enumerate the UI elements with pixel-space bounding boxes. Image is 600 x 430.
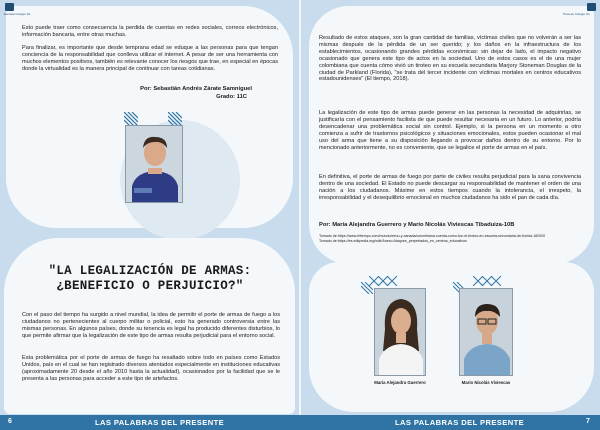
author-photo-1 [374,288,426,376]
intro-paragraph-1: Esto puede traer como consecuencia la perdida de cuentas en redes sociales, correos electrónicos, información bancaria, entre otras muchas. [22,25,278,38]
pattern-icon [361,282,373,294]
photo-caption-1: María Alejandra Guerrero [374,380,426,385]
headline-line-2: ¿BENEFICIO O PERJUICIO?" [56,279,244,293]
footer-title-left: LAS PALABRAS DEL PRESENTE [95,418,225,427]
right-paragraph-3: En definitiva, el porte de armas de fuego por parte de civiles resulta perjudicial para la sana convivencia dentro de una sociedad. El Estado no puede descargar su responsabilidad de mantener el orden de una nación a los ciudadanos. Máxime en estos tiempos cuando la intolerancia, el irrespeto, la irresponsabilidad y el desequilibrio emocional en muchos ciudadanos ha sido el pan de cada día. [319,174,581,201]
left-page [0,0,299,415]
photo-caption-2: Mario Nicolás Viviescas [461,380,511,385]
school-logo-icon [587,3,596,11]
school-logo-text: Escuela Colegio JG [4,12,31,16]
source-1: Tomado de:https://www.eltiempo.com/mundo/eeuu-y-canada/colombiana-cuenta-como-fue-el-tiroteo-en-escuela-secundaria-de-florida-182000 [319,234,546,238]
right-page [301,0,600,415]
intro-paragraph-2: Para finalizar, es importante que desde temprana edad se eduque a las personas para que tengan conciencia de la responsabilidad que conlleva utilizar el internet. A pesar de ser una herramienta con muchos elementos positivos, también es relevante conocer los riesgos que trae, en especial en épocas donde la virtualidad es la manera principal de continuar con tareas cotidianas. [22,45,278,72]
author-line: Por: Sebastián Andrés Zárate Samniguel [140,86,252,92]
pattern-icon [168,112,182,126]
authors-line: Por: María Alejandra Guerrero y Mario Nicolás Viviescas Tibaduiza-10B [319,222,515,228]
school-logo-text: Proceso Colegio JG [563,12,590,16]
footer-title-right: LAS PALABRAS DEL PRESENTE [395,418,525,427]
article-paragraph-2: Esta problemática por el porte de armas de fuego ha resaltado sobre todo en países como Estados Unidos, país en el cual se han registrado diversos atentados especialmente en instituciones educativas (aproximadamente 20 desde el año 2010 hasta la actualidad), ocasionados por la facilidad que se le presenta a las personas para acceder a este tipo de artefactos. [22,355,280,382]
sources [319,234,581,243]
page-number-left: 6 [8,418,12,425]
pattern-icon [369,276,397,286]
source-2: Tomado de:https://es.wikipedia.org/wiki/Anexo:Ataques_perpetrados_en_centros_educativos [319,238,467,243]
grade-line: Grado: 11C [216,94,247,100]
pattern-icon [124,112,138,126]
right-paragraph-1: Resultado de estos ataques, son la gran cantidad de familias, víctimas civiles que no volverán a ser las mismas después de la pérdida de un ser querido; y los daños en la infraestructura de los establecimientos, ocasionando grandes pérdidas económicas: sin dejar de lado, el impacto negativo ocasionado que genera este tipo de actos en la sociedad. Uno de estos casos es el de una mujer colombiana que cuenta cómo vivió un tiroteo en su escuela secundaria Marjory Stoneman Douglas de la ciudad de Parkland (Florida), "se trata del tercer incidente con víctimas mortales en centros educativos estadounidenses" (El tiempo, 2018). [319,35,581,83]
page-number-right: 7 [586,418,590,425]
school-logo-icon [5,3,14,11]
right-bottom-panel [309,262,594,412]
footer-bar [0,415,600,430]
headline-line-1: "LA LEGALIZACIÓN DE ARMAS: [48,264,252,278]
right-paragraph-2: La legalización de este tipo de armas puede generar en las personas la necesidad de adquirirlas, se justificaría con el pensamiento facilista de que puede resultar necesaria en un futuro. Lo anterior, podría desencadenar una problemática social sin control. Ejemplo, si la persona en un momento a otro comienza a sufrir de trastornos psicológicos y situaciones emocionales, estos pueden ocasionar el mal uso del arma que tiene a su disposición llegando a provocar daños dentro de su entorno. Por lo mencionado anteriormente, no es conveniente, que se legalice el porte de armas en el país. [319,110,581,151]
pattern-icon [473,276,501,286]
author-photo-2 [459,288,513,376]
article-paragraph-1: Con el paso del tiempo ha surgido a nivel mundial, la idea de permitir el porte de armas de fuego a los ciudadanos no pertenecientes al cuerpo militar o policial, esto ha generado controversia entre las mismas personas. En algunos países, donde su tenencia es legal ha producido diferentes disturbios, lo que permite afirmar que la legalización de este tipo de armas resulta perjudicial para el entorno social. [22,312,280,339]
article-headline [20,264,280,294]
author-photo [125,125,183,203]
